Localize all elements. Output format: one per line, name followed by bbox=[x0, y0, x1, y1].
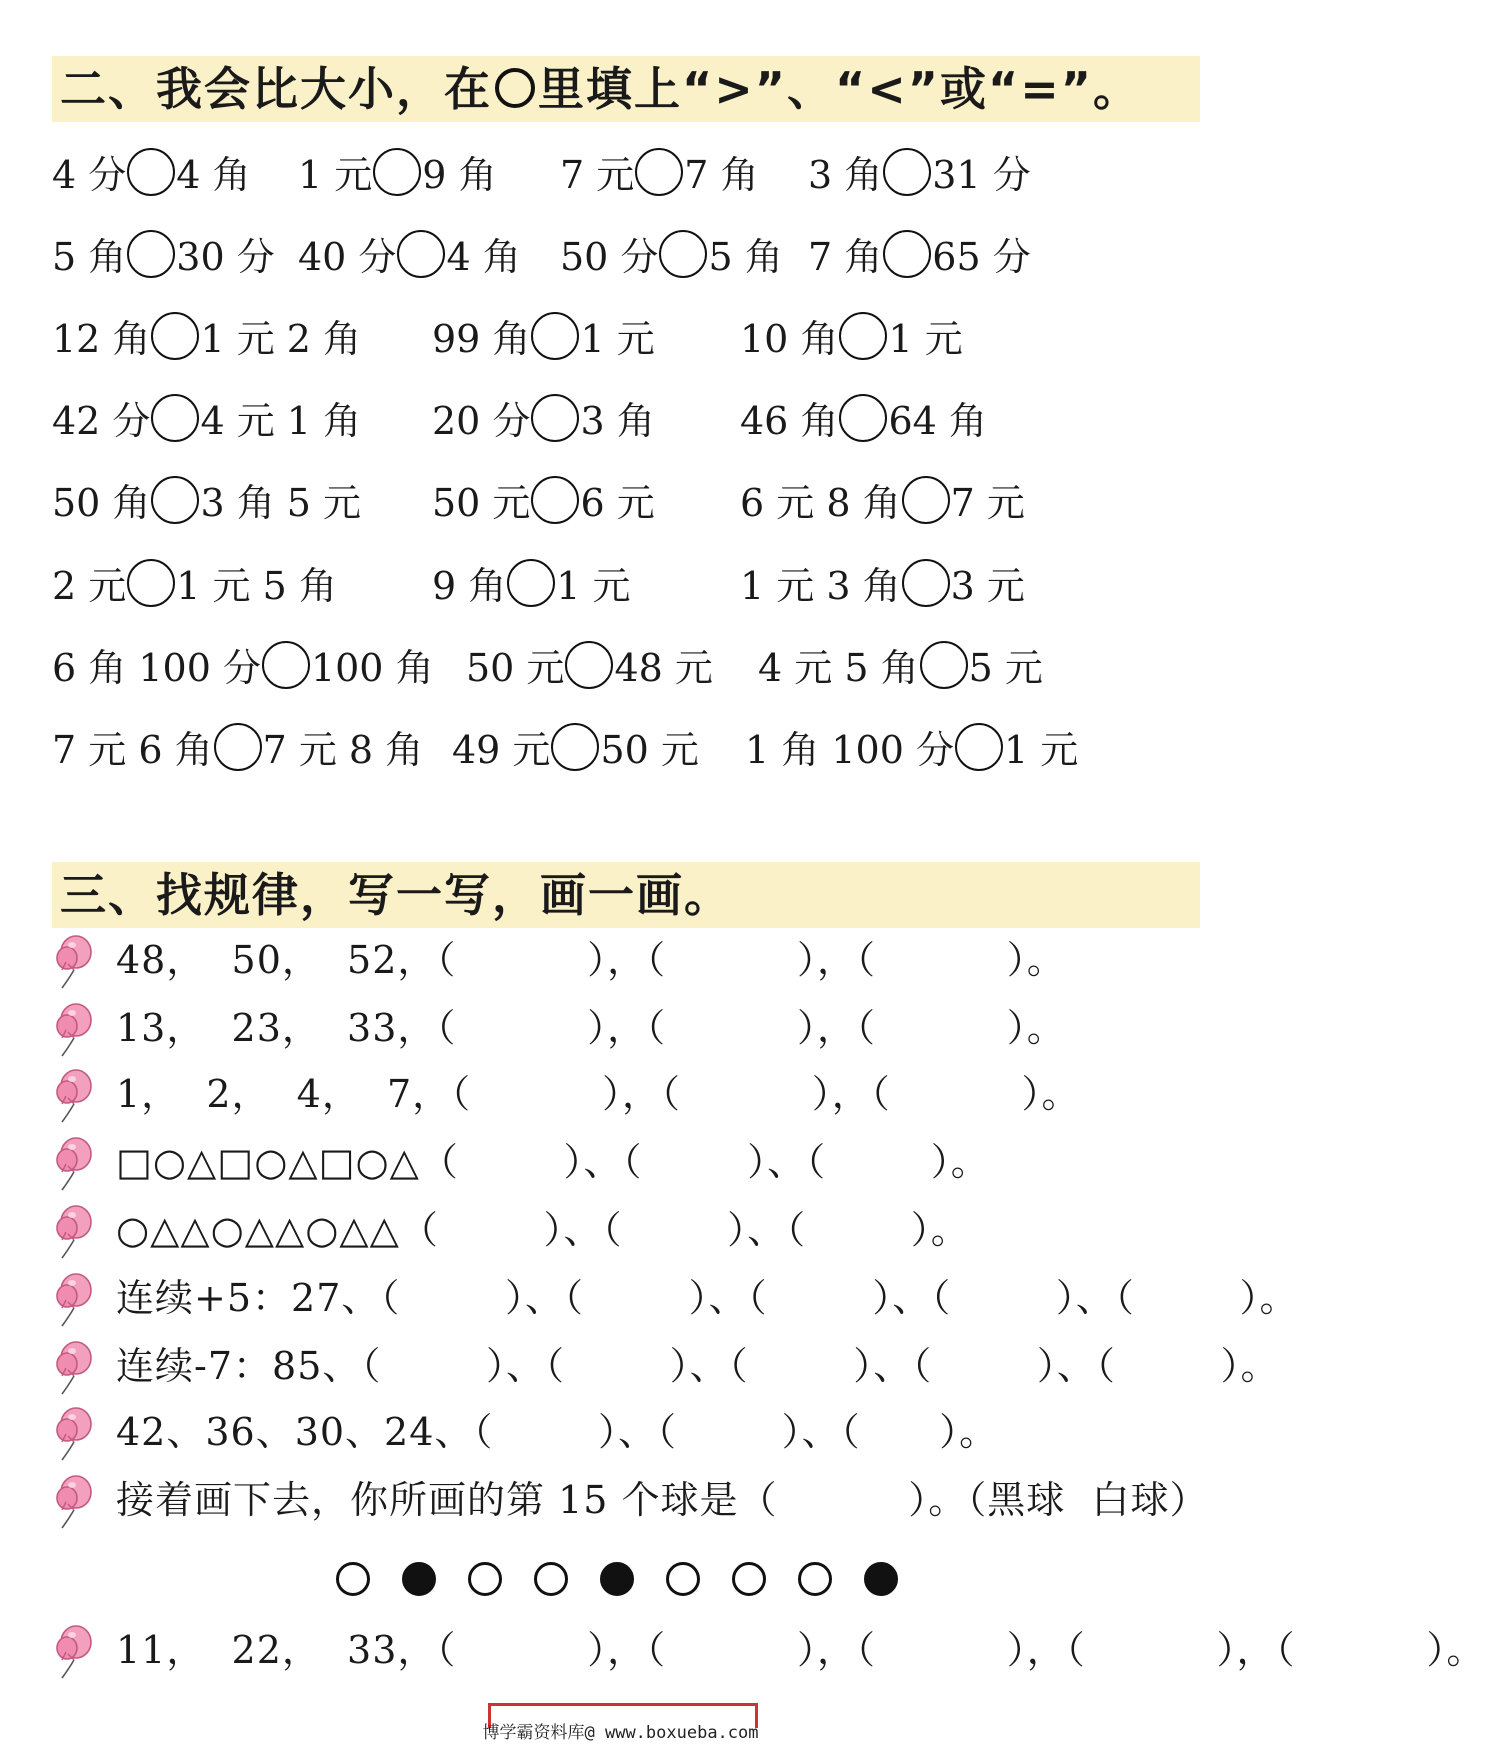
answer-circle[interactable] bbox=[635, 148, 683, 196]
sequence-text[interactable]: 1， 2， 4， 7，（ ），（ ），（ ）。 bbox=[116, 1072, 1081, 1116]
answer-circle[interactable] bbox=[883, 148, 931, 196]
comparison-right: 1 元 bbox=[556, 564, 631, 608]
comparison-right: 100 角 bbox=[310, 646, 434, 690]
comparison-right: 7 元 bbox=[950, 481, 1025, 525]
comparison-left: 9 角 bbox=[432, 564, 507, 608]
answer-circle[interactable] bbox=[551, 723, 599, 771]
sequence-line bbox=[54, 1130, 1234, 1194]
sequence-line bbox=[54, 1400, 1234, 1464]
answer-circle[interactable] bbox=[920, 641, 968, 689]
comparison-right: 1 元 2 角 bbox=[200, 317, 362, 361]
comparison-left: 7 角 bbox=[808, 235, 883, 279]
section-2-title bbox=[52, 56, 1200, 122]
comparison-left: 2 元 bbox=[52, 564, 127, 608]
comparison-left: 1 角 100 分 bbox=[745, 728, 954, 772]
comparison-right: 5 角 bbox=[708, 235, 783, 279]
comparison-item bbox=[432, 556, 631, 616]
comparison-left: 10 角 bbox=[740, 317, 839, 361]
comparison-item bbox=[452, 720, 699, 780]
answer-circle[interactable] bbox=[531, 394, 579, 442]
comparison-right: 1 元 bbox=[888, 317, 963, 361]
balloon-icon bbox=[54, 1002, 94, 1058]
white-ball bbox=[468, 1562, 502, 1596]
sequence-text[interactable]: 48， 50， 52，（ ），（ ），（ ）。 bbox=[116, 938, 1066, 982]
comparison-item bbox=[745, 720, 1078, 780]
answer-circle[interactable] bbox=[262, 641, 310, 689]
sequence-line bbox=[54, 1266, 1299, 1330]
answer-circle[interactable] bbox=[839, 394, 887, 442]
answer-circle[interactable] bbox=[902, 559, 950, 607]
comparison-left: 4 元 5 角 bbox=[758, 646, 919, 690]
comparison-left: 99 角 bbox=[432, 317, 531, 361]
comparison-item bbox=[298, 145, 497, 205]
comparison-left: 6 角 100 分 bbox=[52, 646, 261, 690]
answer-circle[interactable] bbox=[214, 723, 262, 771]
white-ball bbox=[732, 1562, 766, 1596]
comparison-item bbox=[740, 391, 987, 451]
section-2-title-pre: 二、我会比大小，在 bbox=[60, 62, 492, 116]
balloon-icon bbox=[54, 1068, 94, 1124]
white-ball bbox=[336, 1562, 370, 1596]
section-2-title-post: 里填上“>”、“<”或“=”。 bbox=[538, 62, 1142, 116]
balloon-icon bbox=[54, 1136, 94, 1192]
sequence-text[interactable]: 42、36、30、24、（ ）、（ ）、（ ）。 bbox=[116, 1410, 999, 1454]
circle-icon bbox=[495, 68, 535, 108]
comparison-right: 65 分 bbox=[932, 235, 1031, 279]
comparison-right: 4 元 1 角 bbox=[200, 399, 362, 443]
comparison-left: 40 分 bbox=[298, 235, 397, 279]
comparison-row bbox=[0, 638, 1241, 698]
comparison-left: 50 角 bbox=[52, 481, 151, 525]
comparison-item bbox=[740, 309, 963, 369]
comparison-right: 4 角 bbox=[446, 235, 521, 279]
comparison-right: 7 角 bbox=[684, 153, 759, 197]
black-ball bbox=[600, 1562, 634, 1596]
comparison-left: 3 角 bbox=[808, 153, 883, 197]
comparison-right: 64 角 bbox=[888, 399, 987, 443]
answer-circle[interactable] bbox=[373, 148, 421, 196]
comparison-item bbox=[432, 473, 655, 533]
sequence-line bbox=[54, 1062, 1234, 1126]
comparison-row bbox=[0, 473, 1241, 533]
comparison-item bbox=[560, 227, 783, 287]
sequence-text[interactable]: 11， 22， 33，（ ），（ ），（ ），（ ），（ ）。 bbox=[116, 1628, 1485, 1672]
answer-circle[interactable] bbox=[127, 559, 175, 607]
comparison-item bbox=[52, 556, 337, 616]
black-ball bbox=[402, 1562, 436, 1596]
comparison-left: 50 分 bbox=[560, 235, 659, 279]
sequence-text[interactable]: ○△△○△△○△△（ ）、（ ）、（ ）。 bbox=[116, 1208, 970, 1252]
comparison-item bbox=[52, 720, 423, 780]
comparison-item bbox=[466, 638, 713, 698]
comparison-left: 4 分 bbox=[52, 153, 127, 197]
comparison-row bbox=[0, 720, 1241, 780]
answer-circle[interactable] bbox=[151, 394, 199, 442]
comparison-item bbox=[298, 227, 521, 287]
comparison-row bbox=[0, 227, 1241, 287]
comparison-item bbox=[560, 145, 759, 205]
comparison-item bbox=[52, 391, 361, 451]
balloon-icon bbox=[54, 1624, 94, 1680]
comparison-left: 6 元 8 角 bbox=[740, 481, 901, 525]
answer-circle[interactable] bbox=[565, 641, 613, 689]
sequence-line bbox=[54, 1334, 1280, 1398]
answer-circle[interactable] bbox=[839, 312, 887, 360]
black-ball bbox=[864, 1562, 898, 1596]
balloon-icon bbox=[54, 1474, 94, 1530]
comparison-left: 49 元 bbox=[452, 728, 551, 772]
comparison-right: 7 元 8 角 bbox=[262, 728, 424, 772]
comparison-right: 50 元 bbox=[600, 728, 699, 772]
comparison-left: 1 元 3 角 bbox=[740, 564, 901, 608]
answer-circle[interactable] bbox=[397, 230, 445, 278]
sequence-text[interactable]: 连续+5：27、（ ）、（ ）、（ ）、（ ）、（ ）。 bbox=[116, 1276, 1299, 1320]
sequence-line bbox=[54, 1198, 1234, 1262]
comparison-left: 7 元 bbox=[560, 153, 635, 197]
comparison-left: 50 元 bbox=[432, 481, 531, 525]
comparison-left: 12 角 bbox=[52, 317, 151, 361]
answer-circle[interactable] bbox=[531, 312, 579, 360]
footer-watermark: 博学霸资料库@ www.boxueba.com bbox=[482, 1723, 759, 1743]
answer-circle[interactable] bbox=[127, 148, 175, 196]
answer-circle[interactable] bbox=[955, 723, 1003, 771]
sequence-text[interactable]: 13， 23， 33，（ ），（ ），（ ）。 bbox=[116, 1006, 1066, 1050]
answer-circle[interactable] bbox=[127, 230, 175, 278]
comparison-right: 1 元 bbox=[1003, 728, 1079, 772]
comparison-item bbox=[52, 145, 251, 205]
answer-circle[interactable] bbox=[151, 312, 199, 360]
comparison-left: 1 元 bbox=[298, 153, 373, 197]
comparison-left: 7 元 6 角 bbox=[52, 728, 213, 772]
comparison-right: 1 元 5 角 bbox=[176, 564, 337, 608]
answer-circle[interactable] bbox=[659, 230, 707, 278]
comparison-right: 1 元 bbox=[580, 317, 655, 361]
comparison-right: 9 角 bbox=[422, 153, 497, 197]
section-3-title: 三、找规律，写一写，画一画。 bbox=[52, 862, 1200, 928]
sequence-text[interactable]: 接着画下去，你所画的第 15 个球是（ ）。（黑球 白球） bbox=[116, 1478, 1209, 1522]
comparison-item bbox=[52, 309, 361, 369]
sequence-line bbox=[54, 1618, 1485, 1682]
answer-circle[interactable] bbox=[507, 559, 555, 607]
sequence-line bbox=[54, 996, 1234, 1060]
comparison-item bbox=[432, 309, 655, 369]
balloon-icon bbox=[54, 1406, 94, 1462]
comparison-right: 6 元 bbox=[580, 481, 655, 525]
comparison-right: 3 元 bbox=[950, 564, 1025, 608]
comparison-right: 4 角 bbox=[176, 153, 251, 197]
comparison-right: 5 元 bbox=[968, 646, 1043, 690]
comparison-left: 5 角 bbox=[52, 235, 127, 279]
balloon-icon bbox=[54, 1204, 94, 1260]
comparison-row bbox=[0, 391, 1241, 451]
answer-circle[interactable] bbox=[531, 476, 579, 524]
comparison-row bbox=[0, 556, 1241, 616]
comparison-right: 3 角 5 元 bbox=[200, 481, 362, 525]
comparison-item bbox=[432, 391, 655, 451]
comparison-left: 46 角 bbox=[740, 399, 839, 443]
comparison-item bbox=[52, 638, 434, 698]
answer-circle[interactable] bbox=[151, 476, 199, 524]
balloon-icon bbox=[54, 1272, 94, 1328]
comparison-item bbox=[740, 473, 1025, 533]
sequence-text[interactable]: □○△□○△□○△（ ）、（ ）、（ ）。 bbox=[116, 1140, 990, 1184]
comparison-item bbox=[808, 145, 1031, 205]
sequence-line bbox=[54, 1468, 1234, 1532]
white-ball bbox=[534, 1562, 568, 1596]
answer-circle[interactable] bbox=[902, 476, 950, 524]
comparison-item bbox=[740, 556, 1025, 616]
comparison-left: 50 元 bbox=[466, 646, 565, 690]
comparison-item bbox=[808, 227, 1031, 287]
comparison-item bbox=[52, 473, 361, 533]
comparison-right: 30 分 bbox=[176, 235, 275, 279]
white-ball bbox=[666, 1562, 700, 1596]
comparison-row bbox=[0, 145, 1241, 205]
white-ball bbox=[798, 1562, 832, 1596]
balloon-icon bbox=[54, 934, 94, 990]
answer-circle[interactable] bbox=[883, 230, 931, 278]
comparison-right: 48 元 bbox=[614, 646, 713, 690]
comparison-left: 42 分 bbox=[52, 399, 151, 443]
sequence-text[interactable]: 连续-7：85、（ ）、（ ）、（ ）、（ ）、（ ）。 bbox=[116, 1344, 1280, 1388]
comparison-left: 20 分 bbox=[432, 399, 531, 443]
balloon-icon bbox=[54, 1340, 94, 1396]
comparison-item bbox=[758, 638, 1043, 698]
comparison-right: 3 角 bbox=[580, 399, 655, 443]
comparison-row bbox=[0, 309, 1241, 369]
comparison-right: 31 分 bbox=[932, 153, 1031, 197]
comparison-item bbox=[52, 227, 275, 287]
sequence-line bbox=[54, 928, 1234, 992]
